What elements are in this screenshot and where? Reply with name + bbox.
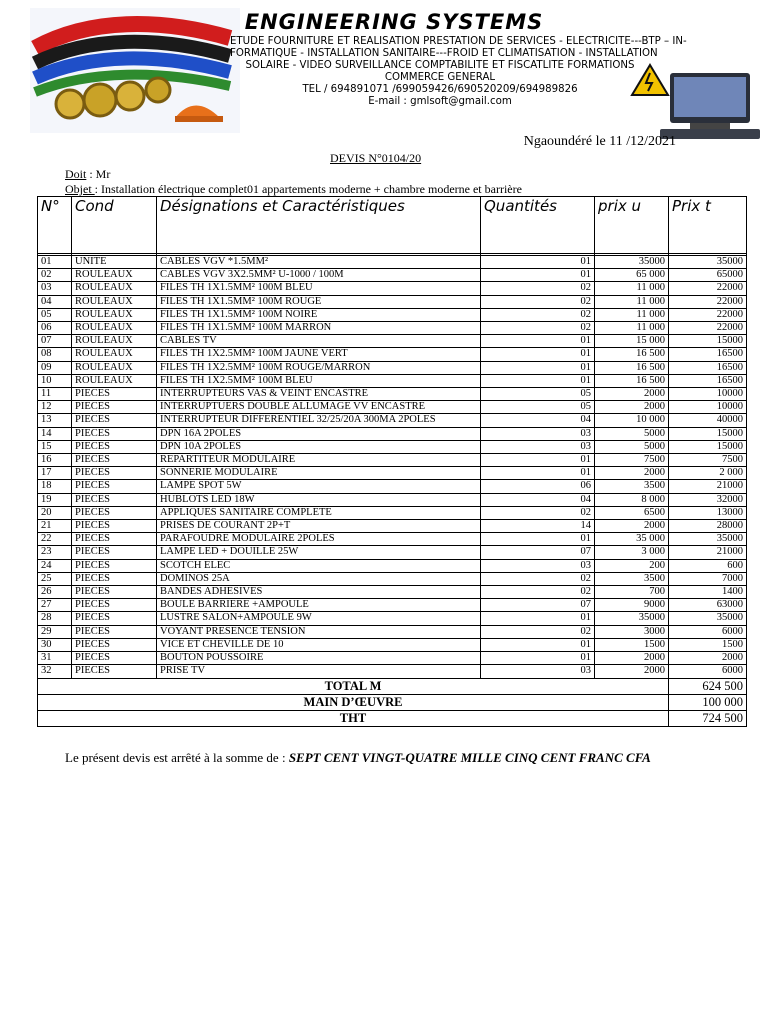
item-total-price: 1400 (669, 586, 747, 599)
item-designation: CABLES VGV *1.5MM² (157, 256, 481, 269)
item-designation: DPN 10A 2POLES (157, 440, 481, 453)
item-cond: ROULEAUX (72, 295, 157, 308)
item-total-price: 600 (669, 559, 747, 572)
item-designation: VICE ET CHEVILLE DE 10 (157, 638, 481, 651)
company-name: ENGINEERING SYSTEMS (244, 10, 544, 34)
item-number: 26 (38, 586, 72, 599)
item-cond: PIECES (72, 427, 157, 440)
item-cond: ROULEAUX (72, 308, 157, 321)
item-total-price: 28000 (669, 520, 747, 533)
table-row (38, 454, 747, 467)
item-quantity: 01 (481, 335, 595, 348)
item-number: 17 (38, 467, 72, 480)
item-unit-price: 11 000 (595, 308, 669, 321)
item-designation: CABLES VGV 3X2.5MM² U-1000 / 100M (157, 269, 481, 282)
item-quantity: 03 (481, 440, 595, 453)
item-unit-price: 3500 (595, 572, 669, 585)
item-cond: PIECES (72, 572, 157, 585)
item-number: 02 (38, 269, 72, 282)
item-cond: PIECES (72, 414, 157, 427)
item-designation: INTERRUPTEUR DIFFERENTIEL 32/25/20A 300MA 2POLES (157, 414, 481, 427)
table-row (38, 256, 747, 269)
table-row (38, 506, 747, 519)
item-number: 03 (38, 282, 72, 295)
table-row (38, 638, 747, 651)
item-quantity: 07 (481, 599, 595, 612)
item-total-price: 15000 (669, 440, 747, 453)
item-quantity: 02 (481, 572, 595, 585)
item-number: 08 (38, 348, 72, 361)
letterhead (30, 8, 758, 136)
item-number: 27 (38, 599, 72, 612)
table-row (38, 546, 747, 559)
item-designation: FILES TH 1X1.5MM² 100M MARRON (157, 322, 481, 335)
item-unit-price: 1500 (595, 638, 669, 651)
item-unit-price: 2000 (595, 388, 669, 401)
item-total-price: 15000 (669, 335, 747, 348)
item-cond: PIECES (72, 546, 157, 559)
header-cell: Prix t (669, 197, 747, 254)
item-quantity: 04 (481, 493, 595, 506)
item-total-price: 22000 (669, 322, 747, 335)
company-email: E-mail : gmlsoft@gmail.com (368, 96, 512, 107)
header-cell: Cond (72, 197, 157, 254)
item-quantity: 01 (481, 348, 595, 361)
table-row (38, 295, 747, 308)
item-quantity: 05 (481, 388, 595, 401)
item-quantity: 01 (481, 269, 595, 282)
summary-text (65, 750, 651, 766)
item-unit-price: 3500 (595, 480, 669, 493)
item-unit-price: 16 500 (595, 374, 669, 387)
item-number: 09 (38, 361, 72, 374)
item-unit-price: 2000 (595, 467, 669, 480)
company-line: ETUDE FOURNITURE ET REALISATION PRESTATION DE SERVICES - ELECTRICITE---BTP – IN- (230, 36, 687, 47)
table-row (38, 480, 747, 493)
item-quantity: 06 (481, 480, 595, 493)
item-unit-price: 11 000 (595, 295, 669, 308)
item-number: 13 (38, 414, 72, 427)
table-row (38, 612, 747, 625)
table-row (38, 269, 747, 282)
item-total-price: 1500 (669, 638, 747, 651)
item-quantity: 03 (481, 427, 595, 440)
item-designation: APPLIQUES SANITAIRE COMPLETE (157, 506, 481, 519)
table-row (38, 652, 747, 665)
item-total-price: 10000 (669, 401, 747, 414)
table-row (38, 282, 747, 295)
item-unit-price: 3000 (595, 625, 669, 638)
item-total-price: 21000 (669, 546, 747, 559)
table-row (38, 467, 747, 480)
item-cond: PIECES (72, 480, 157, 493)
item-cond: PIECES (72, 638, 157, 651)
item-number: 11 (38, 388, 72, 401)
item-designation: INTERRUPTUERS DOUBLE ALLUMAGE VV ENCASTRE (157, 401, 481, 414)
item-designation: SONNERIE MODULAIRE (157, 467, 481, 480)
item-unit-price: 65 000 (595, 269, 669, 282)
item-cond: PIECES (72, 454, 157, 467)
item-total-price: 7500 (669, 454, 747, 467)
item-total-price: 2000 (669, 652, 747, 665)
item-cond: ROULEAUX (72, 374, 157, 387)
labor-row (38, 694, 747, 710)
item-number: 22 (38, 533, 72, 546)
item-cond: PIECES (72, 586, 157, 599)
doit-label: Doit (65, 167, 87, 181)
item-designation: FILES TH 1X2.5MM² 100M ROUGE/MARRON (157, 361, 481, 374)
company-line: SOLAIRE - VIDEO SURVEILLANCE COMPTABILITE ET FISCATLITE FORMATIONS (245, 60, 635, 71)
item-designation: DOMINOS 25A (157, 572, 481, 585)
item-designation: BOULE BARRIERE +AMPOULE (157, 599, 481, 612)
item-cond: PIECES (72, 612, 157, 625)
item-number: 01 (38, 256, 72, 269)
item-number: 30 (38, 638, 72, 651)
item-number: 20 (38, 506, 72, 519)
item-total-price: 22000 (669, 282, 747, 295)
item-total-price: 16500 (669, 348, 747, 361)
total-value: 624 500 (669, 678, 747, 694)
item-total-price: 2 000 (669, 467, 747, 480)
item-quantity: 05 (481, 401, 595, 414)
tht-row (38, 710, 747, 726)
item-total-price: 40000 (669, 414, 747, 427)
table-row (38, 414, 747, 427)
item-quantity: 14 (481, 520, 595, 533)
item-number: 06 (38, 322, 72, 335)
table-header-row (38, 197, 747, 254)
item-unit-price: 11 000 (595, 282, 669, 295)
table-row (38, 374, 747, 387)
item-unit-price: 700 (595, 586, 669, 599)
table-row (38, 440, 747, 453)
item-total-price: 7000 (669, 572, 747, 585)
item-unit-price: 16 500 (595, 348, 669, 361)
item-quantity: 01 (481, 612, 595, 625)
item-designation: VOYANT PRESENCE TENSION (157, 625, 481, 638)
item-number: 24 (38, 559, 72, 572)
item-number: 23 (38, 546, 72, 559)
item-designation: DPN 16A 2POLES (157, 427, 481, 440)
item-number: 18 (38, 480, 72, 493)
item-designation: PRISE TV (157, 665, 481, 678)
doit-line (65, 167, 110, 182)
item-unit-price: 5000 (595, 427, 669, 440)
item-unit-price: 2000 (595, 652, 669, 665)
item-quantity: 01 (481, 361, 595, 374)
labor-label: MAIN D’ŒUVRE (38, 694, 669, 710)
item-cond: PIECES (72, 467, 157, 480)
item-total-price: 10000 (669, 388, 747, 401)
devis-number: DEVIS N°0104/20 (330, 151, 422, 165)
item-cond: ROULEAUX (72, 282, 157, 295)
item-quantity: 01 (481, 454, 595, 467)
item-number: 16 (38, 454, 72, 467)
item-unit-price: 3 000 (595, 546, 669, 559)
item-cond: PIECES (72, 652, 157, 665)
item-unit-price: 2000 (595, 401, 669, 414)
company-line: FORMATIQUE - INSTALLATION SANITAIRE---FROID ET CLIMATISATION - INSTALLATION (230, 48, 658, 59)
item-designation: FILES TH 1X1.5MM² 100M BLEU (157, 282, 481, 295)
item-cond: PIECES (72, 388, 157, 401)
item-cond: PIECES (72, 493, 157, 506)
item-cond: PIECES (72, 440, 157, 453)
item-cond: PIECES (72, 533, 157, 546)
doit-value: : Mr (86, 167, 111, 181)
item-quantity: 04 (481, 414, 595, 427)
item-unit-price: 16 500 (595, 361, 669, 374)
item-quantity: 01 (481, 256, 595, 269)
item-designation: SCOTCH ELEC (157, 559, 481, 572)
labor-value: 100 000 (669, 694, 747, 710)
item-designation: BOUTON POUSSOIRE (157, 652, 481, 665)
item-number: 25 (38, 572, 72, 585)
summary-amount: SEPT CENT VINGT-QUATRE MILLE CINQ CENT FRANC CFA (288, 750, 651, 765)
header-cell: Quantités (481, 197, 595, 254)
item-designation: HUBLOTS LED 18W (157, 493, 481, 506)
item-designation: PARAFOUDRE MODULAIRE 2POLES (157, 533, 481, 546)
item-unit-price: 35000 (595, 256, 669, 269)
item-unit-price: 8 000 (595, 493, 669, 506)
table-row (38, 493, 747, 506)
item-designation: LAMPE SPOT 5W (157, 480, 481, 493)
item-number: 15 (38, 440, 72, 453)
item-quantity: 02 (481, 322, 595, 335)
item-quantity: 01 (481, 533, 595, 546)
item-total-price: 22000 (669, 295, 747, 308)
item-number: 31 (38, 652, 72, 665)
company-line: COMMERCE GENERAL (384, 72, 496, 83)
item-quantity: 02 (481, 308, 595, 321)
company-phone: TEL / 694891071 /699059426/690520209/694989826 (302, 84, 578, 95)
item-number: 21 (38, 520, 72, 533)
item-number: 29 (38, 625, 72, 638)
item-cond: ROULEAUX (72, 269, 157, 282)
table-row (38, 599, 747, 612)
item-quantity: 01 (481, 467, 595, 480)
item-designation: BANDES ADHESIVES (157, 586, 481, 599)
item-designation: INTERRUPTEURS VAS & VEINT ENCASTRE (157, 388, 481, 401)
item-cond: UNITE (72, 256, 157, 269)
item-total-price: 16500 (669, 361, 747, 374)
item-total-price: 22000 (669, 308, 747, 321)
item-number: 07 (38, 335, 72, 348)
table-row (38, 559, 747, 572)
item-cond: PIECES (72, 559, 157, 572)
item-cond: ROULEAUX (72, 335, 157, 348)
item-quantity: 03 (481, 559, 595, 572)
item-quantity: 03 (481, 665, 595, 678)
item-quantity: 02 (481, 282, 595, 295)
item-cond: ROULEAUX (72, 322, 157, 335)
summary-prefix: Le présent devis est arrêté à la somme de : (65, 750, 289, 765)
item-designation: LAMPE LED + DOUILLE 25W (157, 546, 481, 559)
table-row (38, 322, 747, 335)
item-unit-price: 5000 (595, 440, 669, 453)
item-total-price: 15000 (669, 427, 747, 440)
item-quantity: 02 (481, 586, 595, 599)
header-cell: Désignations et Caractéristiques (157, 197, 481, 254)
item-total-price: 65000 (669, 269, 747, 282)
item-unit-price: 200 (595, 559, 669, 572)
item-total-price: 32000 (669, 493, 747, 506)
item-unit-price: 35 000 (595, 533, 669, 546)
tht-value: 724 500 (669, 710, 747, 726)
table-row (38, 665, 747, 678)
item-number: 12 (38, 401, 72, 414)
item-cond: ROULEAUX (72, 348, 157, 361)
item-unit-price: 10 000 (595, 414, 669, 427)
table-row (38, 520, 747, 533)
item-quantity: 01 (481, 652, 595, 665)
item-designation: LUSTRE SALON+AMPOULE 9W (157, 612, 481, 625)
item-cond: PIECES (72, 599, 157, 612)
item-cond: PIECES (72, 520, 157, 533)
item-designation: CABLES TV (157, 335, 481, 348)
item-cond: PIECES (72, 625, 157, 638)
table-row (38, 586, 747, 599)
objet-line (65, 182, 522, 197)
item-total-price: 35000 (669, 612, 747, 625)
item-designation: FILES TH 1X1.5MM² 100M ROUGE (157, 295, 481, 308)
item-total-price: 6000 (669, 665, 747, 678)
table-row (38, 401, 747, 414)
item-unit-price: 11 000 (595, 322, 669, 335)
item-number: 28 (38, 612, 72, 625)
item-quantity: 01 (481, 374, 595, 387)
item-unit-price: 9000 (595, 599, 669, 612)
item-number: 19 (38, 493, 72, 506)
item-cond: PIECES (72, 665, 157, 678)
item-cond: ROULEAUX (72, 361, 157, 374)
item-total-price: 35000 (669, 533, 747, 546)
item-total-price: 13000 (669, 506, 747, 519)
item-cond: PIECES (72, 506, 157, 519)
quote-table (37, 196, 747, 727)
tht-label: THT (38, 710, 669, 726)
item-designation: FILES TH 1X2.5MM² 100M JAUNE VERT (157, 348, 481, 361)
item-total-price: 63000 (669, 599, 747, 612)
item-number: 05 (38, 308, 72, 321)
item-total-price: 35000 (669, 256, 747, 269)
table-row (38, 335, 747, 348)
item-unit-price: 7500 (595, 454, 669, 467)
item-number: 14 (38, 427, 72, 440)
table-row (38, 572, 747, 585)
item-unit-price: 6500 (595, 506, 669, 519)
item-number: 04 (38, 295, 72, 308)
item-designation: FILES TH 1X2.5MM² 100M BLEU (157, 374, 481, 387)
table-row (38, 625, 747, 638)
total-label: TOTAL M (38, 678, 669, 694)
table-row (38, 361, 747, 374)
item-total-price: 21000 (669, 480, 747, 493)
company-info (230, 36, 687, 108)
item-quantity: 02 (481, 506, 595, 519)
item-quantity: 07 (481, 546, 595, 559)
item-number: 32 (38, 665, 72, 678)
table-row (38, 533, 747, 546)
item-unit-price: 15 000 (595, 335, 669, 348)
table-row (38, 308, 747, 321)
item-cond: PIECES (72, 401, 157, 414)
table-row (38, 388, 747, 401)
total-row (38, 678, 747, 694)
item-quantity: 02 (481, 625, 595, 638)
table-row (38, 427, 747, 440)
item-unit-price: 2000 (595, 665, 669, 678)
objet-value: : Installation électrique complet01 appartements moderne + chambre moderne et barrière (94, 182, 522, 196)
table-row (38, 348, 747, 361)
item-number: 10 (38, 374, 72, 387)
item-quantity: 01 (481, 638, 595, 651)
header-cell: N° (38, 197, 72, 254)
place-date: Ngaoundéré le 11 /12/2021 (523, 134, 676, 149)
item-unit-price: 2000 (595, 520, 669, 533)
item-total-price: 16500 (669, 374, 747, 387)
item-quantity: 02 (481, 295, 595, 308)
header-cell: prix u (595, 197, 669, 254)
item-designation: REPARTITEUR MODULAIRE (157, 454, 481, 467)
objet-label: Objet (65, 182, 95, 196)
item-unit-price: 35000 (595, 612, 669, 625)
item-designation: FILES TH 1X1.5MM² 100M NOIRE (157, 308, 481, 321)
item-designation: PRISES DE COURANT 2P+T (157, 520, 481, 533)
item-total-price: 6000 (669, 625, 747, 638)
